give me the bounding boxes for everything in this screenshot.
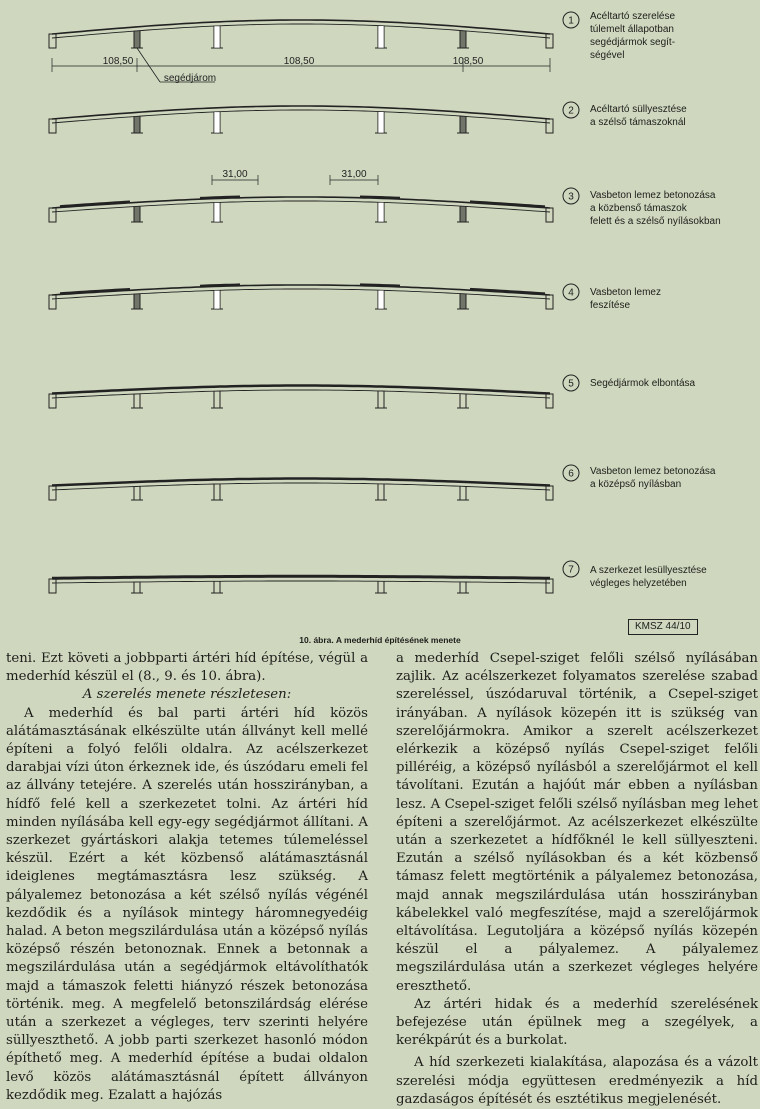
paragraph: Az ártéri hidak és a mederhíd szerelésének befejezése után épülnek meg a szegélyek, a kerékpárút és a burkolat. — [396, 996, 758, 1049]
temporary-support — [214, 203, 220, 222]
stage-number: 3 — [568, 191, 574, 203]
abutment-right — [546, 208, 553, 222]
temporary-support — [460, 116, 466, 133]
abutment-left — [49, 579, 56, 593]
dimension-label: 108,50 — [283, 56, 315, 67]
dimension-label: 108,50 — [102, 56, 134, 67]
stage-number: 6 — [568, 468, 574, 480]
stage-caption-6: Vasbeton lemez betonozása a középső nyílásban — [590, 466, 716, 490]
temporary-support — [460, 294, 466, 309]
temporary-support — [214, 112, 220, 133]
abutment-right — [546, 394, 553, 408]
abutment-left — [49, 394, 56, 408]
abutment-left — [49, 34, 56, 48]
abutment-right — [546, 579, 553, 593]
deck-bottom-chord — [52, 483, 550, 490]
temporary-support — [134, 294, 140, 309]
stage-number: 1 — [568, 15, 574, 27]
abutment-right — [546, 486, 553, 500]
stage-caption-7: A szerkezet lesüllyesztése végleges helyzetében — [590, 565, 707, 589]
temporary-support — [460, 206, 466, 222]
temporary-support — [134, 206, 140, 222]
deck-bottom-chord — [52, 24, 550, 38]
temporary-support — [460, 31, 466, 48]
concrete-slab-segment — [360, 285, 400, 286]
deck-bottom-chord — [52, 581, 550, 583]
stage-caption-4: Vasbeton lemez feszítése — [590, 287, 661, 311]
abutment-left — [49, 295, 56, 309]
temporary-support — [378, 26, 384, 48]
span-label: 31,00 — [341, 169, 367, 180]
paragraph: A mederhíd és bal parti ártéri híd közös alátámasztásának elkészülte után állványt kell mellé építeni a folyó felőli oldalra. Az acélszerkezet darabjai vízi úton érkeznek ide, és úszódaru emeli fel az állvány tetejére. A szerelés után hosszirányban, a hídfő felé kell a szerkezetet tolni. Az ártéri híd minden nyílásába kell egy-egy segédjármot állítani. A szerkezet gyártáskori alakja tetemes túlemeléssel készül. Ezért a két közbenső alátámasztásnál ideiglenes megtámasztásra lesz szükség. A pályalemez betonozása a két szélső nyílás végénél kezdődik és a nyílások mintegy háromnegyedéig halad. A beton megszilárdulása után a középső nyílás középső részén betonoznak. Ennek a betonnak a megszilárdulása után a segédjármok eltávolíthatók majd a támaszok feletti hiányzó részek betonozása történik. meg. A megfelelő betonszilárdság elérése után a szerkezet a végleges, terv szerinti helyére süllyeszthető. A jobb parti szerkezet hasonló módon építhető meg. A mederhíd építése a budai oldalon levő közös alátámasztásnál épített állványon kezdődik meg. Ezalatt a hajózás — [6, 705, 368, 1103]
temporary-support — [134, 116, 140, 133]
abutment-left — [49, 208, 56, 222]
dimension-label: 108,50 — [452, 56, 484, 67]
abutment-right — [546, 119, 553, 133]
concrete-slab-segment — [200, 197, 240, 198]
concrete-slab-segment — [360, 197, 400, 198]
stage-caption-1: Acéltartó szerelése túlemelt állapotban segédjármok segít- ségével — [590, 11, 676, 61]
deck-bottom-chord — [52, 390, 550, 398]
section-heading: A szerelés menete részletesen: — [82, 687, 292, 703]
concrete-slab-segment — [200, 285, 240, 286]
aux-leader — [137, 48, 160, 82]
temporary-support — [214, 26, 220, 48]
stage-caption-3: Vasbeton lemez betonozása a közbenső támaszok felett és a szélső nyílásokban — [590, 190, 721, 227]
deck-bottom-chord — [52, 110, 550, 123]
stage-number: 4 — [568, 287, 574, 299]
stage-caption-2: Acéltartó süllyesztése a szélső támaszoknál — [590, 104, 687, 128]
figure-caption: 10. ábra. A mederhíd építésének menete — [299, 635, 461, 645]
paragraph: a mederhíd Csepel-sziget felőli szélső nyílásában zajlik. Az acélszerkezet folyamatos szerelése szabad szereléssel, úszódaruval történik, a Csepel-sziget irányában. A nyílások közepén itt is szükség van szerelőjármokra. Amikor a szerelt acélszerkezet elérkezik a középső nyílás Csepel-sziget felőli pilléréig, a középső nyílásból a szerelőjármot el kell távolítani. Ezután a hajóút már ebben a nyílásban lesz. A Csepel-sziget felőli szélső nyílásban meg lehet építeni a szerelőjármot. Az acélszerkezet elkészülte után a szerkezetet a hídfőknél le kell süllyeszteni. Ezután a szélső nyílásokban és a két közbenső támasz felett megtörténik a pályalemez betonozása, majd annak megszilárdulása után hosszirányban kábelekkel való megfeszítése, majd a szerelőjármok eltávolítása. Legutoljára a középső nyílás közepén készül el a pályalemez. A pályalemez megszilárdulása után a szerkezet végleges helyére ereszthető. — [396, 651, 758, 994]
text-column-right — [396, 650, 758, 1109]
stage-number: 2 — [568, 105, 574, 117]
abutment-right — [546, 295, 553, 309]
stage-caption-5: Segédjármok elbontása — [590, 378, 696, 389]
temporary-support — [378, 112, 384, 133]
temporary-support — [378, 290, 384, 309]
figure-code-box: KMSZ 44/10 — [628, 619, 698, 635]
abutment-right — [546, 34, 553, 48]
temporary-support — [378, 202, 384, 222]
span-label: 31,00 — [222, 169, 248, 180]
stage-number: 5 — [568, 378, 574, 390]
temporary-support — [214, 290, 220, 309]
aux-support-label: segédjárom — [163, 73, 217, 84]
text-column-left — [6, 650, 368, 1105]
paragraph: A híd szerkezeti kialakítása, alapozása és a vázolt szerelési módja együttesen eredményezik a híd gazdaságos építését és esztétikus megjelenését. — [396, 1055, 758, 1107]
temporary-support — [134, 31, 140, 48]
abutment-left — [49, 486, 56, 500]
paragraph: teni. Ezt követi a jobbparti ártéri híd építése, végül a mederhíd készül el (8., 9. és 10. ábra). — [6, 651, 368, 685]
abutment-left — [49, 119, 56, 133]
stage-number: 7 — [568, 564, 574, 576]
